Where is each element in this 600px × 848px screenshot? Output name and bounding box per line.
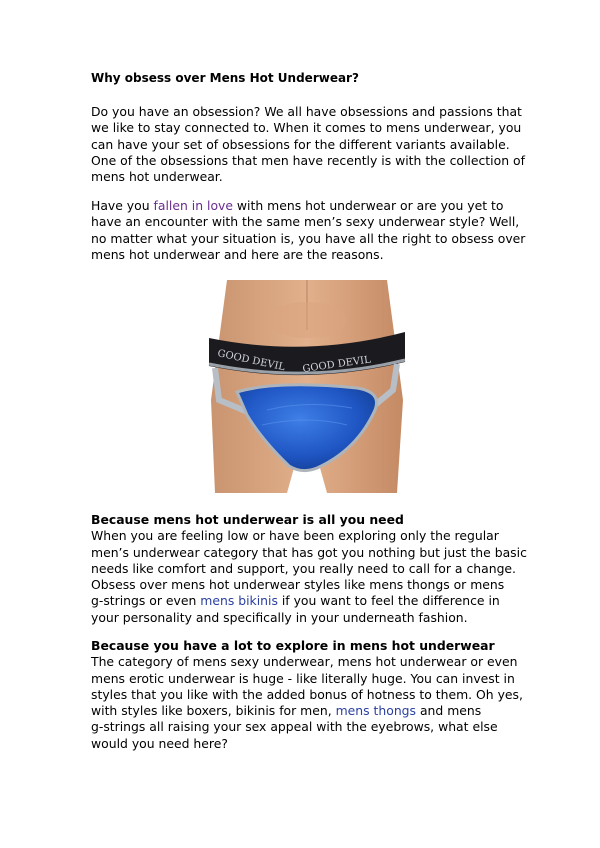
text-line: The category of mens sexy underwear, mens hot underwear or even (91, 654, 518, 670)
text-line: g-strings all raising your sex appeal with the eyebrows, what else (91, 719, 498, 735)
text-line: One of the obsessions that men have recently is with the collection of (91, 152, 525, 168)
text-line (91, 703, 531, 719)
text-line: mens erotic underwear is huge - like literally huge. You can invest in (91, 670, 515, 686)
text-segment: Have you (91, 198, 154, 213)
text-line (91, 198, 531, 214)
second-paragraph (91, 198, 531, 263)
section-need (91, 512, 531, 626)
underwear-model-image (207, 280, 407, 493)
text-line: have an encounter with the same men’s sexy underwear style? Well, (91, 214, 520, 230)
text-line: needs like comfort and support, you really need to call for a change. (91, 560, 516, 576)
text-line: mens hot underwear and here are the reasons. (91, 246, 384, 262)
section-heading: Because mens hot underwear is all you need (91, 512, 404, 527)
text-line: men’s underwear category that has got you nothing but just the basic (91, 544, 527, 560)
product-photo (207, 280, 407, 493)
text-line: Do you have an obsession? We all have obsessions and passions that (91, 104, 522, 119)
mens-thongs-link[interactable]: mens thongs (335, 703, 416, 719)
text-line: When you are feeling low or have been exploring only the regular (91, 528, 499, 544)
text-line: Obsess over mens hot underwear styles like mens thongs or mens (91, 577, 505, 593)
text-line: would you need here? (91, 735, 228, 751)
section-heading: Because you have a lot to explore in mens hot underwear (91, 638, 495, 653)
text-segment: with styles like boxers, bikinis for men, (91, 703, 336, 719)
waistband-brand-text-left: GOOD DEVIL (216, 348, 286, 374)
text-line: can have your set of obsessions for the different variants available. (91, 136, 510, 152)
text-line: we like to stay connected to. When it comes to mens underwear, you (91, 120, 522, 136)
waistband-brand-text-right: GOOD DEVIL (301, 354, 372, 375)
section-explore (91, 638, 531, 752)
intro-paragraph (91, 104, 531, 185)
text-segment: with mens hot underwear or are you yet to (232, 198, 504, 213)
text-line: styles that you like with the added bonus of hotness to them. Oh yes, (91, 686, 523, 702)
text-segment: if you want to feel the difference in (277, 593, 500, 609)
fallen-in-love-link[interactable]: fallen in love (153, 198, 233, 213)
text-line: your personality and specifically in your underneath fashion. (91, 609, 468, 625)
mens-bikinis-link[interactable]: mens bikinis (200, 593, 278, 609)
text-line: no matter what your situation is, you have all the right to obsess over (91, 230, 526, 246)
text-segment: g-strings or even (91, 593, 201, 609)
text-line: mens hot underwear. (91, 169, 223, 185)
document-title: Why obsess over Mens Hot Underwear? (91, 71, 359, 85)
text-line (91, 593, 531, 609)
text-segment: and mens (416, 703, 482, 719)
